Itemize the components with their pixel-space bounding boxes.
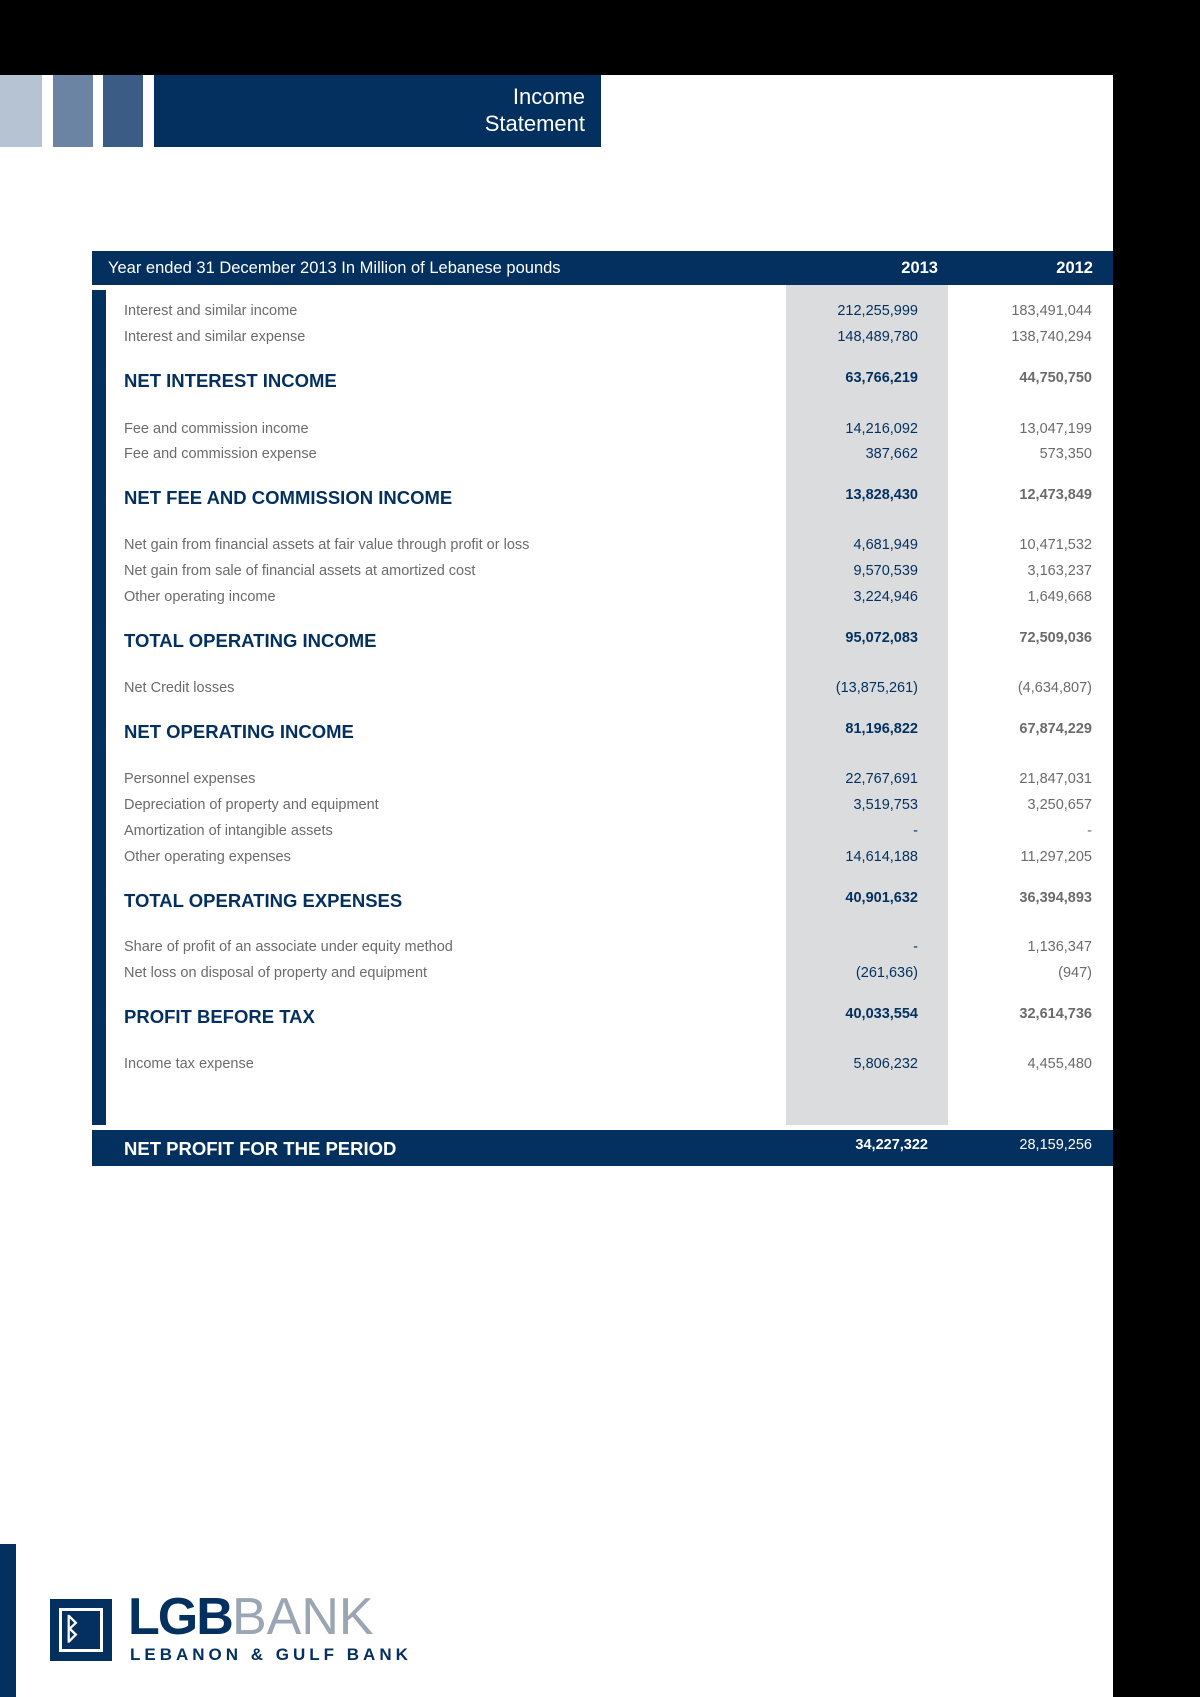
row-label: Personnel expenses (124, 771, 256, 787)
value-2012: (947) (1058, 965, 1092, 981)
row-label: NET INTEREST INCOME (124, 370, 337, 391)
value-2013: 387,662 (865, 446, 918, 462)
row-label: Fee and commission expense (124, 446, 317, 462)
value-2013: 13,828,430 (845, 487, 918, 503)
value-2012: 3,163,237 (1027, 563, 1092, 579)
value-2012: 183,491,044 (1011, 303, 1092, 319)
table-row (124, 589, 1113, 611)
table-row (124, 563, 1113, 585)
value-2013: 212,255,999 (837, 303, 918, 319)
value-2013: 95,072,083 (845, 630, 918, 646)
value-2013: 148,489,780 (837, 329, 918, 345)
left-accent-bar (92, 290, 106, 1125)
row-label: Amortization of intangible assets (124, 823, 333, 839)
table-row (124, 849, 1113, 871)
row-label: PROFIT BEFORE TAX (124, 1006, 315, 1027)
value-2012: 10,471,532 (1019, 537, 1092, 553)
table-row (124, 771, 1113, 793)
header-strip (103, 75, 143, 147)
value-2012: 1,649,668 (1027, 589, 1092, 605)
header-strip (0, 75, 42, 147)
row-label: Share of profit of an associate under equity method (124, 939, 453, 955)
table-row (124, 446, 1113, 468)
value-2013: (261,636) (855, 965, 918, 981)
row-label: Net Credit losses (124, 680, 235, 696)
row-label: Other operating expenses (124, 849, 291, 865)
subtotal-row (124, 630, 1113, 652)
net-profit-2012: 28,159,256 (1019, 1137, 1092, 1153)
page-title-line1: Income (512, 84, 585, 109)
value-2012: 67,874,229 (1019, 721, 1092, 737)
net-profit-row (92, 1130, 1113, 1166)
row-label: Fee and commission income (124, 421, 309, 437)
table-row (124, 421, 1113, 443)
logo-subtitle: LEBANON & GULF BANK (130, 1645, 412, 1664)
page-title-line2: Statement (484, 111, 585, 136)
value-2012: 3,250,657 (1027, 797, 1092, 813)
table-row (124, 680, 1113, 702)
table-row (124, 303, 1113, 325)
net-profit-2013: 34,227,322 (855, 1137, 928, 1153)
value-2012: - (1087, 823, 1092, 839)
row-label: Net gain from financial assets at fair value through profit or loss (124, 537, 530, 553)
value-2013: (13,875,261) (835, 680, 918, 696)
value-2012: (4,634,807) (1017, 680, 1092, 696)
value-2013: 3,519,753 (853, 797, 918, 813)
value-2012: 573,350 (1039, 446, 1092, 462)
page-title (154, 75, 601, 147)
table-row (124, 965, 1113, 987)
subtotal-row (124, 1006, 1113, 1028)
value-2012: 36,394,893 (1019, 890, 1092, 906)
value-2013: 63,766,219 (845, 370, 918, 386)
value-2013: - (913, 939, 918, 955)
value-2012: 4,455,480 (1027, 1056, 1092, 1072)
subtotal-row (124, 721, 1113, 743)
value-2013: 3,224,946 (853, 589, 918, 605)
value-2012: 13,047,199 (1019, 421, 1092, 437)
logo-bank: BANK (232, 1588, 374, 1646)
row-label: Depreciation of property and equipment (124, 797, 379, 813)
row-label: Net loss on disposal of property and equipment (124, 965, 428, 981)
row-label: TOTAL OPERATING EXPENSES (124, 890, 403, 911)
subtotal-row (124, 370, 1113, 392)
footer-accent-bar (0, 1544, 16, 1697)
row-label: Income tax expense (124, 1056, 254, 1072)
subtotal-row (124, 890, 1113, 912)
value-2013: 40,033,554 (845, 1006, 918, 1022)
table-row (124, 537, 1113, 559)
row-label: Interest and similar expense (124, 329, 306, 345)
value-2012: 12,473,849 (1019, 487, 1092, 503)
value-2013: 14,614,188 (845, 849, 918, 865)
subtotal-row (124, 487, 1113, 509)
value-2013: 4,681,949 (853, 537, 918, 553)
value-2012: 44,750,750 (1019, 370, 1092, 386)
table-header (92, 251, 1113, 285)
table-row (124, 797, 1113, 819)
row-label: NET OPERATING INCOME (124, 721, 354, 742)
net-profit-label: NET PROFIT FOR THE PERIOD (124, 1138, 397, 1159)
table-row (124, 823, 1113, 845)
value-2013: 22,767,691 (845, 771, 918, 787)
bank-logo-icon: ᛒ (50, 1599, 112, 1661)
value-2013: 9,570,539 (853, 563, 918, 579)
value-2012: 1,136,347 (1027, 939, 1092, 955)
value-2013: 5,806,232 (853, 1056, 918, 1072)
value-2013: 40,901,632 (845, 890, 918, 906)
table-header-label: Year ended 31 December 2013 In Million of Lebanese pounds (108, 259, 561, 277)
row-label: TOTAL OPERATING INCOME (124, 630, 377, 651)
column-header-2012: 2012 (1056, 259, 1093, 277)
value-2013: 14,216,092 (845, 421, 918, 437)
page (0, 75, 1113, 1697)
table-row (124, 1056, 1113, 1078)
value-2012: 72,509,036 (1019, 630, 1092, 646)
table-row (124, 939, 1113, 961)
row-label: NET FEE AND COMMISSION INCOME (124, 487, 453, 508)
column-2013-shade (786, 285, 948, 1125)
value-2013: 81,196,822 (845, 721, 918, 737)
row-label: Net gain from sale of financial assets at amortized cost (124, 563, 476, 579)
value-2012: 11,297,205 (1020, 849, 1092, 865)
logo-lgb: LGB (128, 1588, 232, 1646)
value-2012: 21,847,031 (1019, 771, 1092, 787)
row-label: Interest and similar income (124, 303, 298, 319)
column-header-2013: 2013 (901, 259, 938, 277)
value-2012: 32,614,736 (1019, 1006, 1092, 1022)
row-label: Other operating income (124, 589, 276, 605)
header-strip (53, 75, 93, 147)
value-2012: 138,740,294 (1011, 329, 1092, 345)
table-row (124, 329, 1113, 351)
value-2013: - (913, 823, 918, 839)
